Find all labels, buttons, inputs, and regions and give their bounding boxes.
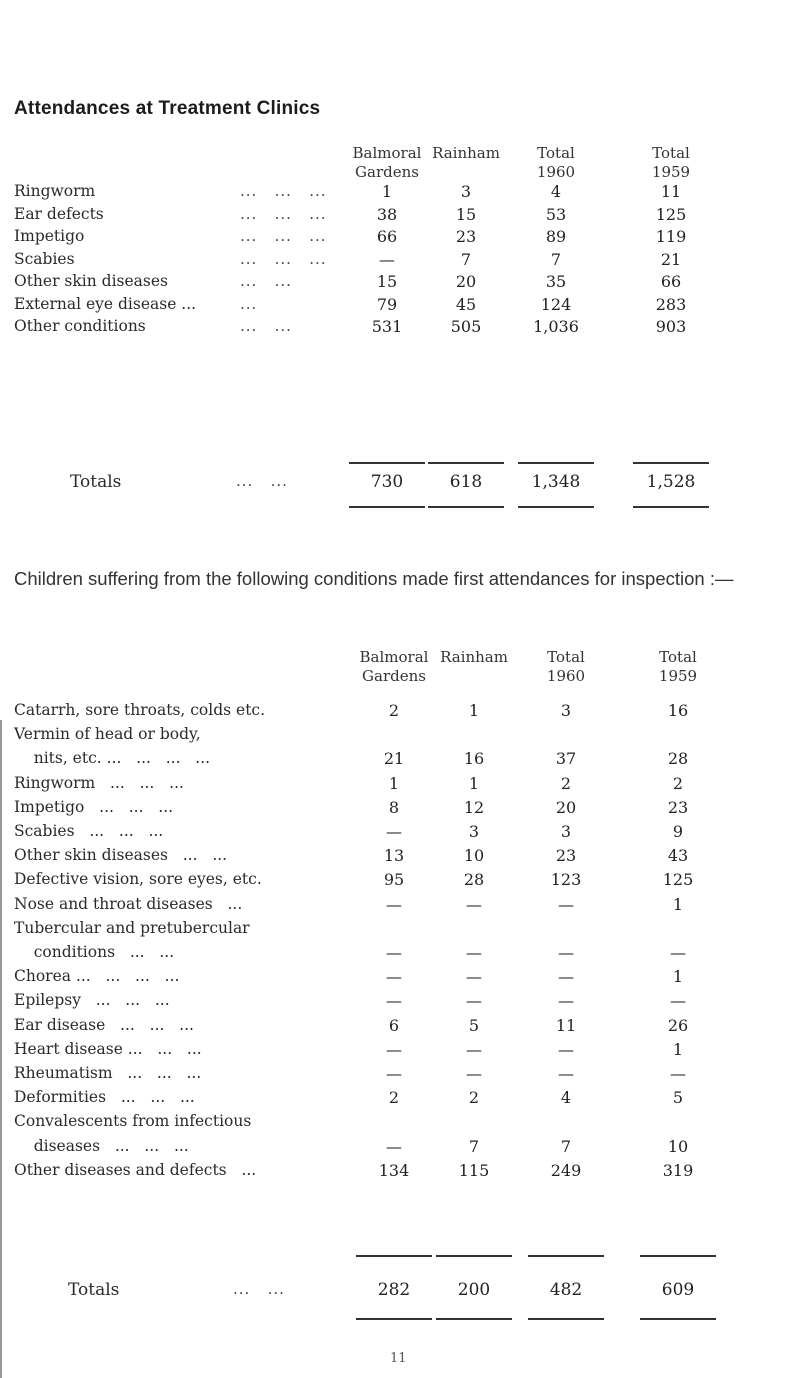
table2-col-header [424, 648, 524, 686]
table1-rule-top [633, 462, 709, 464]
table1-cell: 7 [460, 249, 472, 269]
col-header-line: Rainham [440, 648, 508, 666]
table2-cell: 28 [463, 870, 485, 890]
table2-cell: 123 [550, 870, 582, 890]
table1-row-label: Other conditions [14, 317, 146, 335]
table2-totals-label: Totals [68, 1280, 120, 1300]
table2-rule-top [436, 1255, 512, 1257]
col-header-line: Balmoral [352, 144, 422, 162]
table2-row-label: Scabies ... ... ... [14, 822, 164, 840]
table1-row-label: Ringworm [14, 182, 96, 200]
table2-cell: 1 [672, 967, 684, 987]
col-header-line: Total [652, 144, 690, 162]
table2-cell: 2 [468, 1088, 480, 1108]
table2-cell: 10 [463, 846, 485, 866]
table1-cell: — [379, 249, 395, 269]
table1-rule-top [349, 462, 425, 464]
col-header-line: 1960 [546, 667, 586, 685]
table2-row-label: Convalescents from infectious [14, 1112, 252, 1131]
table1-row-label: Scabies [14, 249, 75, 268]
table1-row-label: Ear defects [14, 204, 104, 223]
table2-row-label: Nose and throat diseases ... [14, 894, 243, 913]
table2-cell: — [466, 894, 482, 914]
table2-cell: 2 [388, 701, 400, 720]
table2-cell: 1 [468, 773, 480, 793]
table1-cell: 125 [655, 204, 687, 224]
table1-cell: 89 [545, 227, 567, 246]
table2-cell: 8 [388, 797, 400, 817]
table1-totals-cell: 1,348 [531, 472, 581, 492]
table1-cell: 283 [655, 294, 687, 314]
table2-cell: 3 [468, 822, 480, 841]
table1-col-header [621, 144, 721, 182]
table2-cell: 7 [468, 1136, 480, 1156]
table2-cell: 12 [463, 797, 485, 817]
table2-totals-cell: 609 [661, 1280, 695, 1300]
table2-row-label: Other diseases and defects ... [14, 1160, 257, 1179]
col-header-line: Balmoral [359, 648, 429, 666]
table1-cell: 1,036 [533, 317, 579, 336]
table1-cell: 15 [376, 272, 398, 291]
table1-cell: 3 [460, 182, 472, 201]
table2-cell: 1 [672, 1039, 684, 1059]
table2-cell: 26 [667, 1015, 689, 1035]
table1-cell: 23 [455, 227, 477, 246]
table2-cell: 249 [550, 1160, 582, 1180]
table2-cell: 7 [560, 1136, 572, 1156]
table2-cell: 95 [383, 870, 405, 890]
col-header-line [424, 667, 524, 686]
table2-rule-top [640, 1255, 716, 1257]
table2-totals-cell: 282 [377, 1280, 411, 1300]
table1-cell: 124 [540, 294, 572, 314]
table1-row-label: Other skin diseases [14, 272, 168, 290]
table1-row-leader: ... ... [240, 272, 292, 290]
table2-cell: 115 [458, 1160, 490, 1180]
table2-rule-top [356, 1255, 432, 1257]
table2-row-label: nits, etc. ... ... ... ... [14, 749, 211, 768]
table2-rule-bottom [528, 1318, 604, 1320]
col-header-line: 1959 [651, 163, 691, 181]
table2-cell: — [558, 894, 574, 914]
table1-row-label: External eye disease ... [14, 294, 197, 313]
table2-cell: 5 [468, 1015, 480, 1035]
table2-cell: — [670, 1064, 686, 1083]
table1-rule-bottom [349, 506, 425, 508]
table2-cell: 16 [463, 749, 485, 769]
table2-cell: — [558, 1064, 574, 1083]
table2-row-label: Vermin of head or body, [14, 725, 201, 744]
table2-cell: — [558, 1039, 574, 1059]
table2-row-label: Defective vision, sore eyes, etc. [14, 870, 262, 889]
table2-cell: 9 [672, 822, 684, 841]
table1-row-label: Impetigo [14, 227, 85, 245]
table1-rule-top [518, 462, 594, 464]
table1-cell: 15 [455, 204, 477, 224]
table2-cell: 319 [662, 1160, 694, 1180]
table2-cell: — [466, 943, 482, 962]
table2-row-label: Chorea ... ... ... ... [14, 967, 180, 986]
table2-cell: — [670, 991, 686, 1011]
table2-row-label: Heart disease ... ... ... [14, 1039, 202, 1058]
col-header-line: Gardens [355, 163, 419, 181]
table1-row-leader: ... ... [240, 317, 292, 335]
table1-cell: 531 [371, 317, 403, 336]
table2-cell: — [386, 943, 402, 962]
table2-rule-top [528, 1255, 604, 1257]
table2-cell: 2 [388, 1088, 400, 1108]
table2-cell: — [386, 822, 402, 841]
table1-rule-bottom [633, 506, 709, 508]
table2-rule-bottom [640, 1318, 716, 1320]
table2-row-label: conditions ... ... [14, 943, 175, 961]
table2-cell: 37 [555, 749, 577, 769]
table1-cell: 20 [455, 272, 477, 291]
table2-row-label: Ear disease ... ... ... [14, 1015, 194, 1034]
table2-cell: — [670, 943, 686, 962]
table2-row-label: Epilepsy ... ... ... [14, 991, 170, 1010]
table1-totals-cell: 1,528 [646, 472, 696, 492]
table2-cell: — [558, 991, 574, 1011]
table1-cell: 4 [550, 182, 562, 201]
table1-rule-top [428, 462, 504, 464]
table2-cell: — [386, 894, 402, 914]
table2-cell: — [466, 1064, 482, 1083]
table2-cell: 10 [667, 1136, 689, 1156]
table2-cell: 2 [672, 773, 684, 793]
table2-rule-bottom [436, 1318, 512, 1320]
table1-totals-leader: ... ... [236, 472, 288, 490]
table2-totals-leader: ... ... [233, 1280, 285, 1298]
page-number: 11 [390, 1351, 407, 1366]
table1-row-leader: ... ... ... [240, 182, 327, 200]
table2-rule-bottom [356, 1318, 432, 1320]
table2-cell: 1 [672, 894, 684, 914]
table1-totals-cell: 618 [449, 472, 483, 492]
table2-row-label: Deformities ... ... ... [14, 1088, 195, 1107]
col-header-line [416, 163, 516, 182]
margin-line [0, 720, 2, 1378]
table2-cell: 1 [388, 773, 400, 793]
table2-cell: 11 [555, 1015, 577, 1035]
table1-rule-bottom [518, 506, 594, 508]
col-header-line: Total [659, 648, 697, 666]
table1-rule-bottom [428, 506, 504, 508]
table2-cell: 23 [667, 797, 689, 817]
table2-cell: — [558, 967, 574, 987]
table1-title: Attendances at Treatment Clinics [14, 98, 321, 119]
table1-cell: 35 [545, 272, 567, 291]
table2-cell: 134 [378, 1160, 410, 1180]
col-header-line: Total [537, 144, 575, 162]
table1-cell: 11 [660, 182, 682, 201]
table2-col-header [628, 648, 728, 686]
table2-cell: — [386, 1039, 402, 1059]
table1-cell: 53 [545, 204, 567, 224]
table2-cell: — [558, 943, 574, 962]
table1-cell: 1 [381, 182, 393, 201]
table2-cell: 3 [560, 822, 572, 841]
table2-cell: — [386, 991, 402, 1011]
table2-cell: 5 [672, 1088, 684, 1108]
table2-cell: 2 [560, 773, 572, 793]
table2-row-label: Catarrh, sore throats, colds etc. [14, 701, 266, 719]
table1-cell: 38 [376, 204, 398, 224]
table2-cell: 1 [468, 701, 480, 720]
table1-cell: 66 [660, 272, 682, 291]
table2-cell: — [386, 1136, 402, 1156]
table2-cell: 4 [560, 1088, 572, 1108]
table2-cell: 23 [555, 846, 577, 866]
table2-row-label: diseases ... ... ... [14, 1136, 189, 1155]
table1-col-header [416, 144, 516, 182]
col-header-line: Rainham [432, 144, 500, 162]
table2-col-header [516, 648, 616, 686]
table1-cell: 505 [450, 317, 482, 336]
paragraph: Children suffering from the following conditions made first attendances for inspection :— [14, 568, 734, 589]
table2-cell: 125 [662, 870, 694, 890]
table1-cell: 119 [655, 227, 687, 246]
table1-cell: 45 [455, 294, 477, 314]
table1-cell: 21 [660, 249, 682, 269]
table2-cell: 28 [667, 749, 689, 769]
table1-cell: 79 [376, 294, 398, 314]
table2-cell: — [386, 1064, 402, 1083]
table2-row-label: Rheumatism ... ... ... [14, 1064, 202, 1082]
table2-row-label: Tubercular and pretubercular [14, 918, 250, 937]
table2-row-label: Ringworm ... ... ... [14, 773, 184, 792]
col-header-line: Total [547, 648, 585, 666]
table1-row-leader: ... ... ... [240, 249, 327, 268]
table2-cell: 21 [383, 749, 405, 769]
table2-cell: — [466, 1039, 482, 1059]
col-header-line: 1960 [536, 163, 576, 181]
table2-cell: 3 [560, 701, 572, 720]
table2-totals-cell: 200 [457, 1280, 491, 1300]
table2-cell: 20 [555, 797, 577, 817]
table2-row-label: Other skin diseases ... ... [14, 846, 228, 865]
table1-row-leader: ... ... ... [240, 227, 327, 245]
table2-cell: 13 [383, 846, 405, 866]
col-header-line: 1959 [658, 667, 698, 685]
table1-totals-cell: 730 [370, 472, 404, 492]
table1-row-leader: ... [240, 294, 258, 313]
col-header-line: Gardens [362, 667, 426, 685]
table1-cell: 903 [655, 317, 687, 336]
table2-cell: — [386, 967, 402, 987]
table1-row-leader: ... ... ... [240, 204, 327, 223]
table2-cell: 16 [667, 701, 689, 720]
table2-cell: — [466, 967, 482, 987]
table1-cell: 7 [550, 249, 562, 269]
table2-cell: 6 [388, 1015, 400, 1035]
table2-totals-cell: 482 [549, 1280, 583, 1300]
table1-cell: 66 [376, 227, 398, 246]
table2-row-label: Impetigo ... ... ... [14, 797, 174, 816]
table2-cell: 43 [667, 846, 689, 866]
table1-col-header [506, 144, 606, 182]
table1-totals-label: Totals [70, 472, 122, 492]
table2-cell: — [466, 991, 482, 1011]
